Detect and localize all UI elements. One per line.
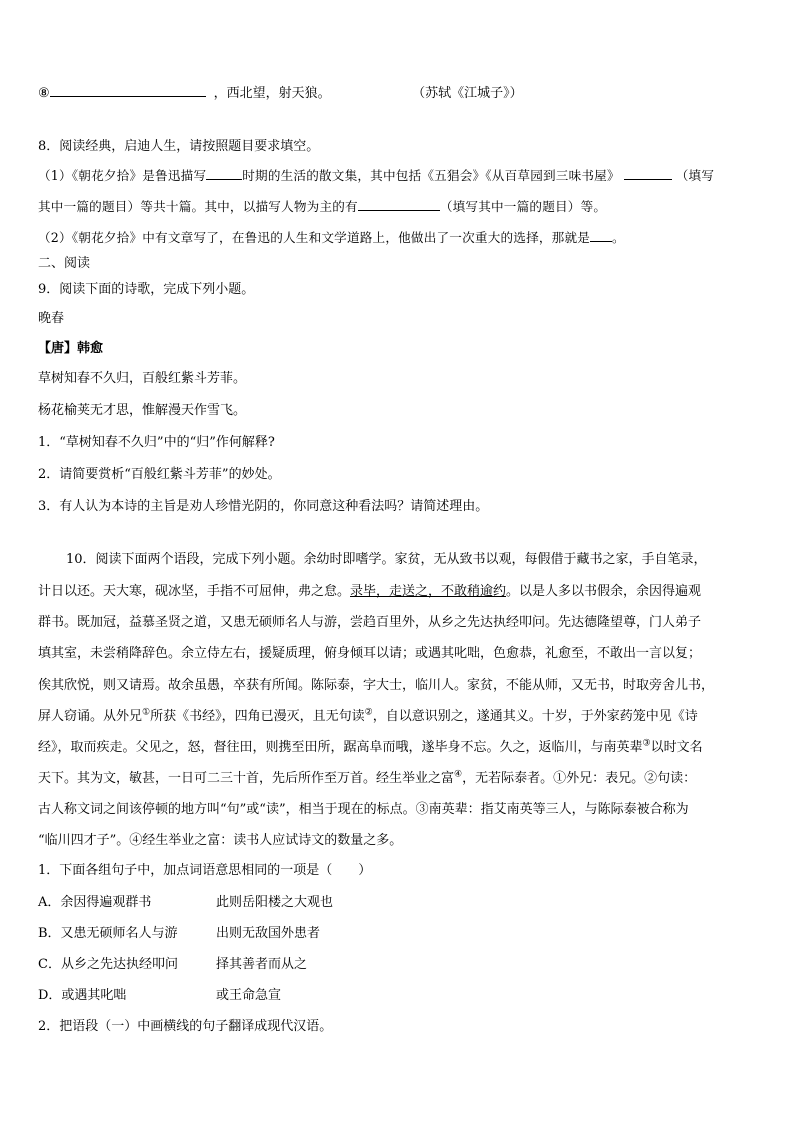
q10-passage-line: “临川四才子”。④经生举业之富：读书人应试诗文的数量之多。 — [38, 833, 403, 848]
text: ，无若际泰者。①外兄：表兄。②句读： — [462, 771, 697, 786]
q10-passage-line: 填其室，未尝稍降辞色。余立侍左右，援疑质理，俯身倾耳以请；或遇其叱咄，色愈恭，礼愈至，不敢出一言以复； — [38, 646, 702, 661]
text: 经》，取而疾走。父见之，怒，督往田，则携至田所，踞高阜而哦，遂毕身不忘。久之，返临川，与南英辈 — [38, 740, 643, 755]
text: 所获《书经》，四角已漫灭，且无句读 — [150, 709, 365, 724]
answer-blank[interactable] — [358, 197, 440, 211]
q10-sub2: 2．把语段（一）中画横线的句子翻译成现代汉语。 — [38, 1019, 333, 1034]
text: ，自以意识别之，遂通其义。十岁，于外家药笼中见《诗 — [372, 709, 698, 724]
text: 。 — [612, 230, 625, 245]
underlined-sentence: 录毕，走送之，不敢稍逾约 — [350, 584, 507, 599]
q10-passage-line — [38, 739, 703, 757]
q10-passage-line: 古人称文词之间该停顿的地方叫“句”或“读”，相当于现在的标点。③南英辈：指艾南英等三人，与陈际泰被合称为 — [38, 802, 689, 817]
poem-line-1: 草树知春不久归，百般红紫斗芳菲。 — [38, 371, 247, 386]
footnote-mark: ① — [142, 707, 151, 718]
poem-title: 晚春 — [38, 311, 65, 326]
q8-part1-line1 — [38, 166, 714, 185]
text: 天下。其为文，敏甚，一日可二三十首，先后所作至万首。经生举业之富 — [38, 771, 455, 786]
answer-blank[interactable] — [590, 228, 612, 242]
option-d[interactable]: D．或遇其叱咄 — [38, 988, 127, 1003]
option-c[interactable]: C．从乡之先达执经叩问 — [38, 957, 178, 972]
q9-sub3: 3．有人认为本诗的主旨是劝人珍惜光阴的，你同意这种看法吗？请简述理由。 — [38, 499, 489, 514]
q10-passage-line — [38, 583, 701, 601]
text: （1）《朝花夕拾》是鲁迅描写 — [38, 168, 207, 183]
option-c-compare: 择其善者而从之 — [216, 957, 308, 972]
option-a[interactable]: A．余因得遍观群书 — [38, 895, 152, 910]
text: 时期的生活的散文集，其中包括《五猖会》《从百草园到三味书屋》 — [242, 168, 620, 183]
text: （2）《朝花夕拾》中有文章写了，在鲁迅的人生和文学道路上，他做出了一次重大的选择，那就是 — [38, 230, 591, 245]
q10-passage-line: 群书。既加冠，益慕圣贤之道，又患无硕师名人与游，尝趋百里外，从乡之先达执经叩问。先达德隆望尊，门人弟子 — [38, 615, 702, 630]
text: （填写其中一篇的题目）等。 — [439, 199, 607, 214]
q10-passage-line — [38, 708, 698, 726]
q9-sub1: 1．“草树知春不久归”中的“归”作何解释? — [38, 435, 275, 450]
footnote-mark: ② — [364, 707, 373, 718]
q10-passage-line — [38, 770, 696, 788]
q10-passage-line: 俟其欣悦，则又请焉。故余虽愚，卒获有所闻。陈际泰，字大士，临川人。家贫，不能从师，又无书，时取旁舍儿书， — [38, 678, 715, 693]
answer-blank[interactable] — [624, 166, 672, 180]
text: 以时文名 — [650, 740, 703, 755]
poem-text: ，西北望，射天狼。 — [213, 86, 331, 101]
text: 其中一篇的题目）等共十篇。其中，以描写人物为主的有 — [38, 199, 358, 214]
text: 屏人窃诵。从外兄 — [38, 709, 143, 724]
poem-fill-line-8 — [38, 83, 523, 103]
option-d-compare: 或王命急宣 — [216, 988, 282, 1003]
text: 计日以还。天大寒，砚冰坚，手指不可屈伸，弗之怠。 — [38, 584, 351, 599]
section-heading: 二、阅读 — [38, 256, 91, 271]
poem-line-2: 杨花榆荚无才思，惟解漫天作雪飞。 — [38, 403, 247, 418]
poem-source: （苏轼《江城子》） — [418, 86, 523, 101]
footnote-mark: ③ — [642, 738, 651, 749]
answer-blank[interactable] — [50, 83, 206, 97]
q9-title: 9．阅读下面的诗歌，完成下列小题。 — [38, 282, 255, 297]
q8-part2 — [38, 228, 625, 247]
text: （填写 — [675, 168, 715, 183]
text: 。以是人多以书假余，余因得遍观 — [506, 584, 702, 599]
q8-part1-line2 — [38, 197, 606, 216]
q9-sub2: 2．请简要赏析“百般红紫斗芳菲”的妙处。 — [38, 467, 281, 482]
option-b[interactable]: B．又患无硕师名人与游 — [38, 926, 178, 941]
poem-author: 【唐】韩愈 — [38, 341, 104, 356]
q8-title: 8．阅读经典，启迪人生，请按照题目要求填空。 — [38, 139, 320, 154]
q10-sub1: 1．下面各组句子中，加点词语意思相同的一项是（ ） — [38, 863, 372, 878]
option-a-compare: 此则岳阳楼之大观也 — [216, 895, 334, 910]
footnote-mark: ④ — [454, 769, 463, 780]
option-b-compare: 出则无敌国外患者 — [216, 926, 321, 941]
item-number: ⑧ — [38, 86, 50, 101]
q10-passage-line: 10．阅读下面两个语段，完成下列小题。余幼时即嗜学。家贫，无从致书以观，每假借于藏书之家，手自笔录， — [66, 552, 707, 567]
answer-blank[interactable] — [206, 166, 242, 180]
